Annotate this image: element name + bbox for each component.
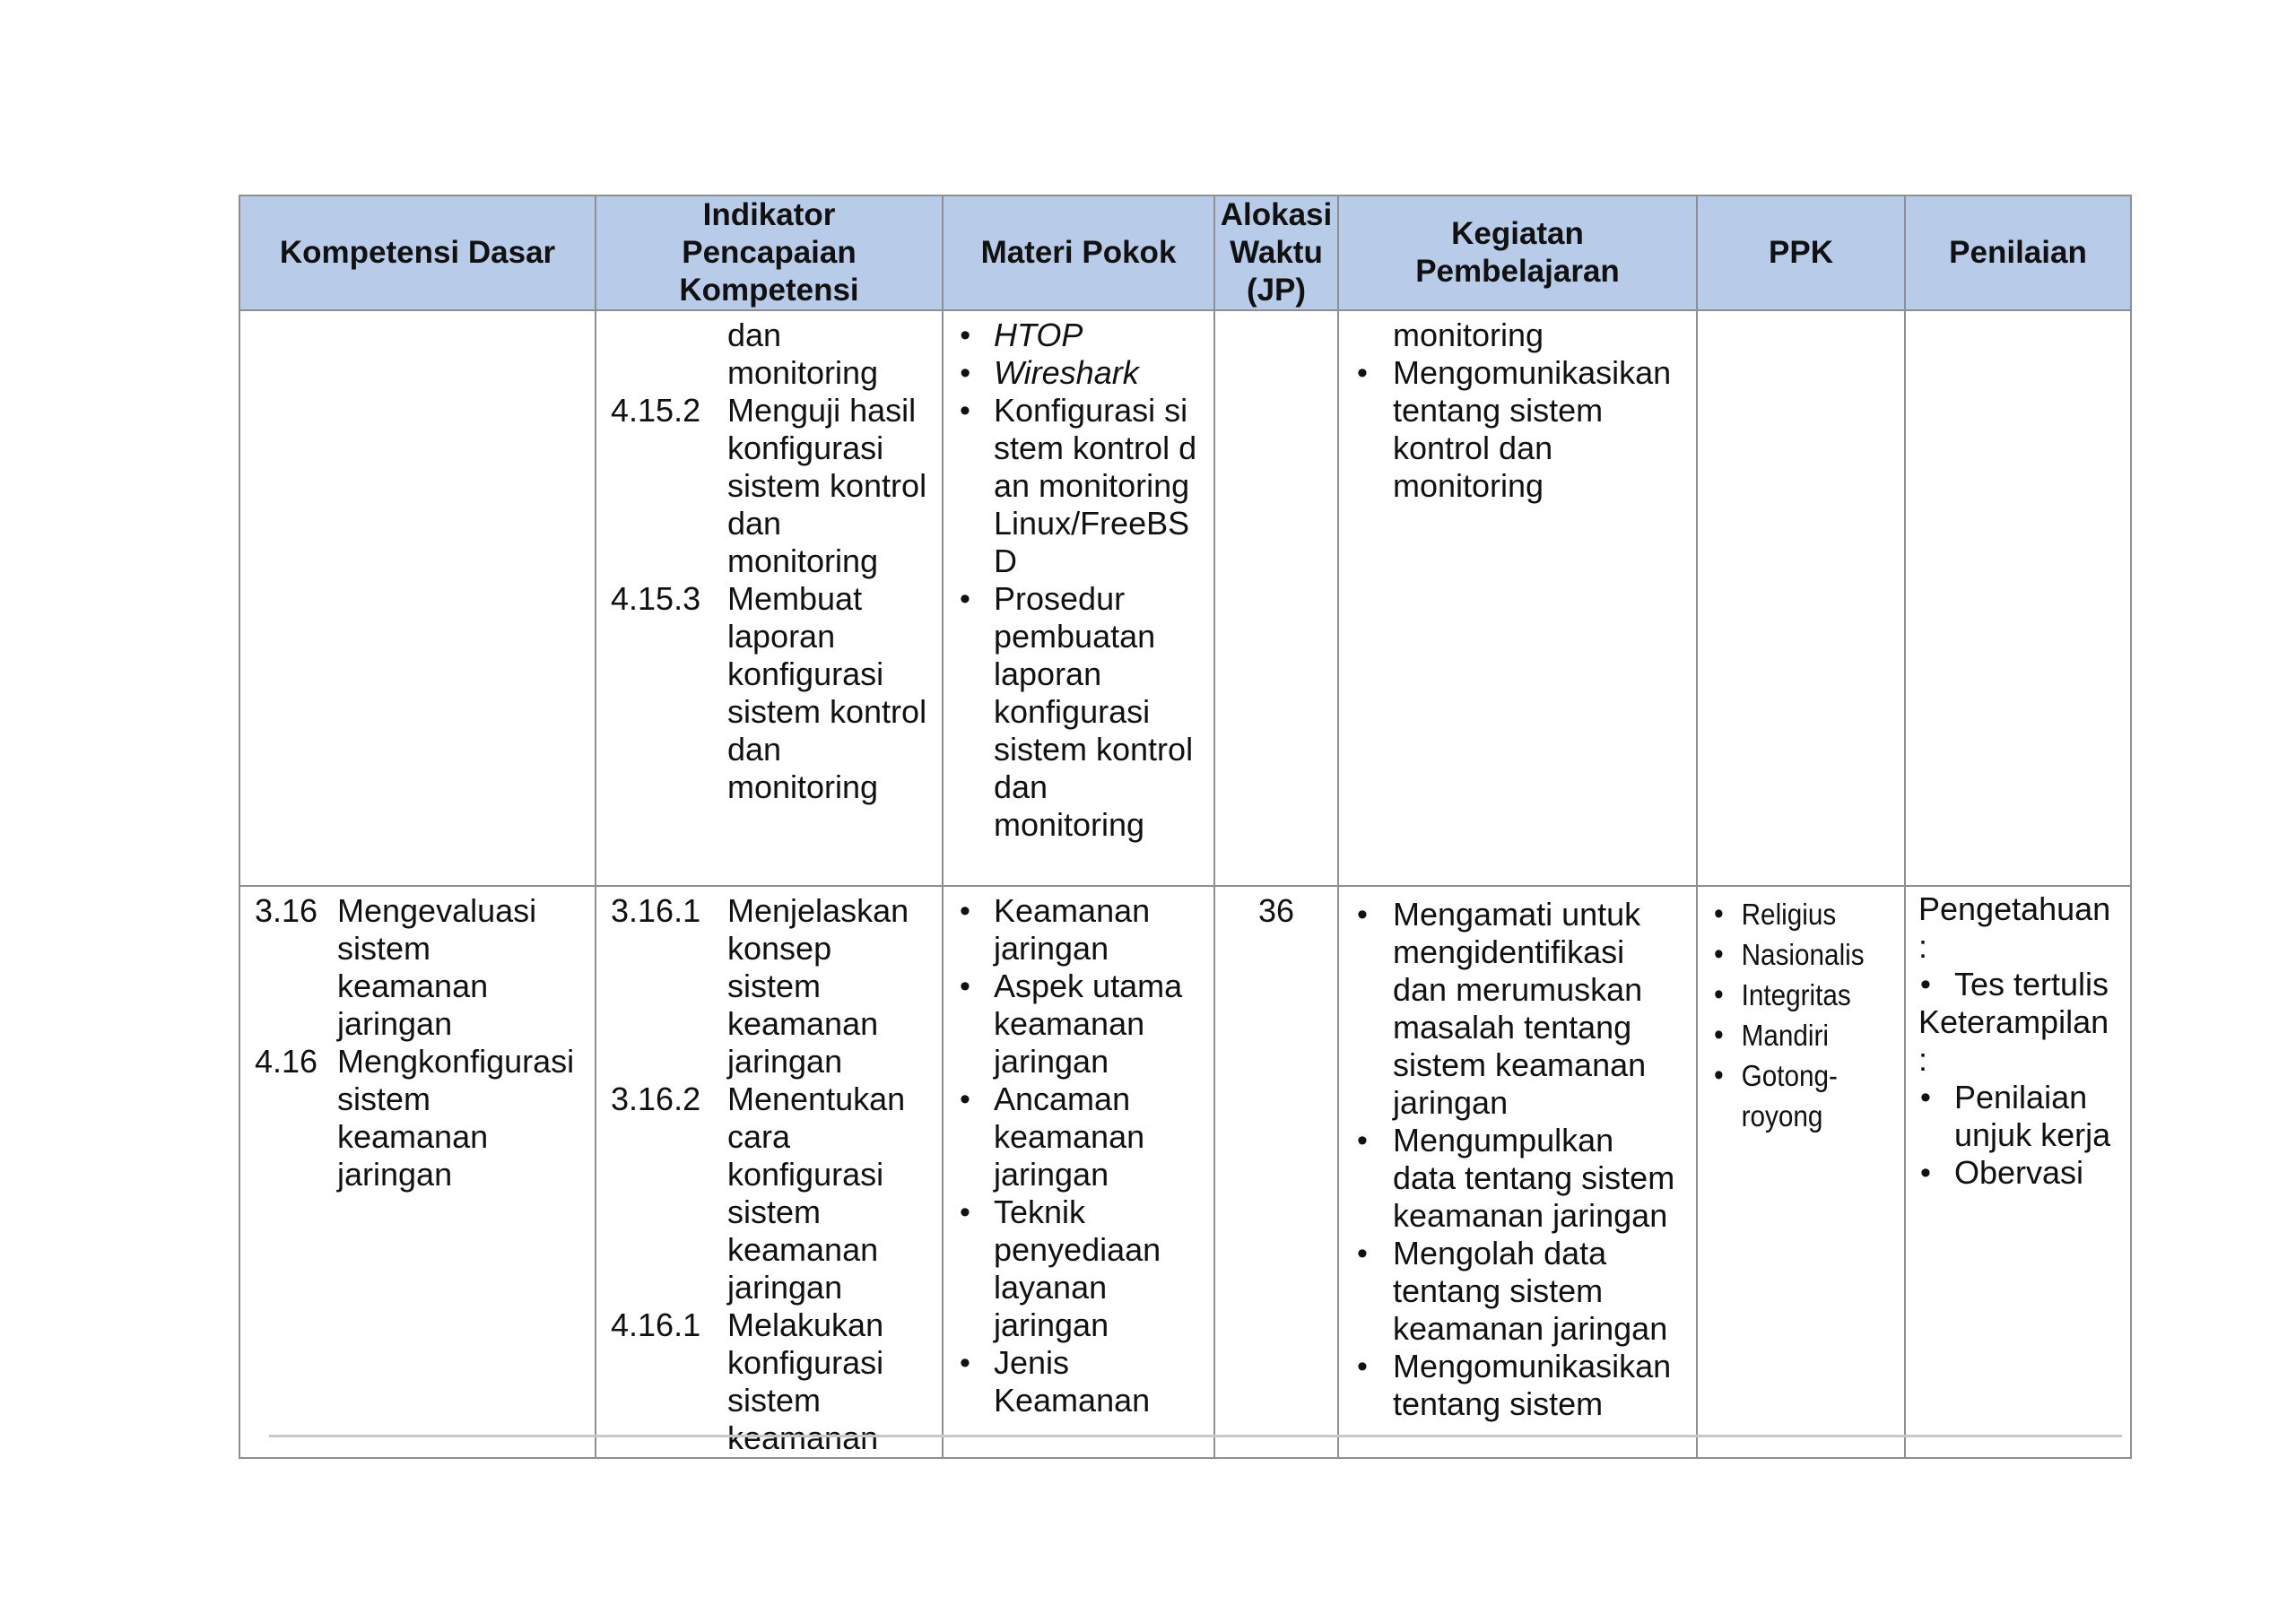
list-item: 4.15.3 Membuat laporan konfigurasi sistem kontrol dan monitoring <box>611 580 927 805</box>
pengetahuan-list <box>1918 966 2123 1003</box>
list-item: • Tes tertulis <box>1918 966 2123 1003</box>
indikator-cell <box>596 310 943 886</box>
indikator-continuation: dan monitoring <box>727 317 879 391</box>
list-item: • Mengumpulkan data tentang sistem keamanan jaringan <box>1339 1122 1683 1235</box>
alokasi-cell <box>1214 310 1338 886</box>
list-item: 4.15.2 Menguji hasil konfigurasi sistem kontrol dan monitoring <box>611 392 927 579</box>
list-item: • Mengomunikasikan tentang sistem kontrol dan monitoring <box>1339 354 1683 505</box>
penilaian-cell <box>1905 310 2131 886</box>
kegiatan-cell <box>1338 886 1697 1458</box>
keterampilan-label: Keterampilan : <box>1918 1003 2109 1078</box>
list-item: • Nasionalis <box>1698 934 1883 975</box>
list-item: • Gotong-royong <box>1698 1055 1847 1136</box>
list-item: 4.16.1 Melakukan konfigurasi sistem keamanan <box>611 1306 884 1456</box>
alokasi-cell <box>1214 886 1338 1458</box>
list-item: • Mengomunikasikan tentang sistem <box>1339 1348 1683 1423</box>
syllabus-table <box>239 195 2132 1459</box>
list-item: 3.16 Mengevaluasi sistem keamanan jaringan <box>255 892 537 1042</box>
kegiatan-continuation: monitoring <box>1393 317 1544 353</box>
kd-cell <box>239 310 596 886</box>
kd-list <box>255 892 582 1193</box>
alokasi-value: 36 <box>1257 892 1295 929</box>
list-item: • Mandiri <box>1698 1015 1883 1055</box>
header-indikator: Indikator Pencapaian Kompetensi <box>596 195 943 310</box>
header-materi-pokok: Materi Pokok <box>943 195 1214 310</box>
kegiatan-list <box>1339 354 1683 505</box>
materi-cell <box>943 886 1214 1458</box>
materi-cell <box>943 310 1214 886</box>
list-item: • Teknik penyediaan layanan jaringan <box>947 1193 1201 1344</box>
list-item: 4.16 Mengkonfigurasi sistem keamanan jaringan <box>255 1043 575 1193</box>
list-item: • Integritas <box>1698 975 1883 1015</box>
list-item: • Penilaian unjuk kerja <box>1918 1079 2123 1154</box>
table-row <box>239 310 2131 886</box>
keterampilan-list <box>1918 1079 2123 1192</box>
list-item: 3.16.2 Menentukan cara konfigurasi sistem keamanan jaringan <box>611 1081 906 1306</box>
header-alokasi-waktu: Alokasi Waktu (JP) <box>1214 195 1338 310</box>
kegiatan-list <box>1339 896 1683 1423</box>
list-item: • Wireshark <box>947 354 1201 392</box>
list-item: • Aspek utama keamanan jaringan <box>947 968 1201 1081</box>
penilaian-cell <box>1905 886 2131 1458</box>
ppk-list <box>1698 894 1904 1136</box>
list-item: • Religius <box>1698 894 1883 934</box>
ppk-cell <box>1697 310 1905 886</box>
indikator-cell <box>596 886 943 1458</box>
header-kegiatan: Kegiatan Pembelajaran <box>1338 195 1697 310</box>
header-penilaian: Penilaian <box>1905 195 2131 310</box>
kd-cell <box>239 886 596 1458</box>
header-kompetensi-dasar: Kompetensi Dasar <box>239 195 596 310</box>
list-item: • HTOP <box>947 317 1201 354</box>
header-row <box>239 195 2131 310</box>
table-row <box>239 886 2131 1458</box>
pengetahuan-label: Pengetahuan : <box>1918 890 2111 965</box>
list-item: • Mengolah data tentang sistem keamanan jaringan <box>1339 1235 1683 1348</box>
list-item: • Keamanan jaringan <box>947 892 1201 968</box>
kegiatan-cell <box>1338 310 1697 886</box>
header-ppk: PPK <box>1697 195 1905 310</box>
indikator-list <box>611 892 929 1457</box>
list-item: • Mengamati untuk mengidentifikasi dan merumuskan masalah tentang sistem keamanan jaringan <box>1339 896 1683 1122</box>
materi-list <box>947 892 1201 1419</box>
indikator-list <box>611 392 929 806</box>
list-item: 3.16.1 Menjelaskan konsep sistem keamanan jaringan <box>611 892 909 1080</box>
footer-rule <box>269 1435 2122 1437</box>
ppk-cell <box>1697 886 1905 1458</box>
list-item: • Jenis Keamanan <box>947 1344 1201 1419</box>
list-item: • Prosedur pembuatan laporan konfigurasi sistem kontrol dan monitoring <box>947 580 1201 844</box>
list-item: • Obervasi <box>1918 1154 2123 1192</box>
list-item: • Ancaman keamanan jaringan <box>947 1081 1201 1193</box>
list-item: • Konfigurasi sistem kontrol dan monitoring Linux/FreeBSD <box>947 392 1201 580</box>
materi-list <box>947 317 1201 844</box>
